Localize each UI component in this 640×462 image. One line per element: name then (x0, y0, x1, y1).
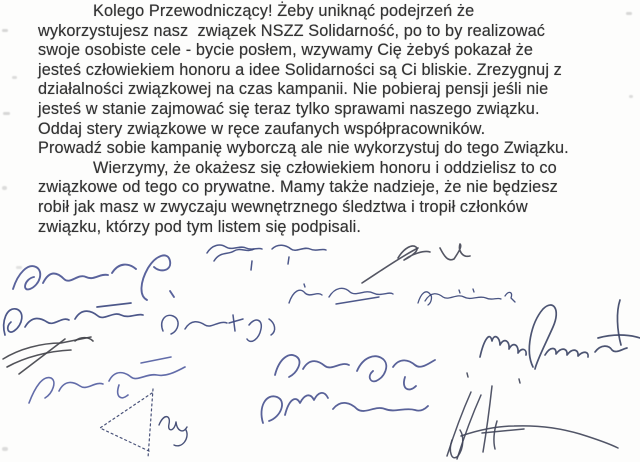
letter-line: Prowadź sobie kampanię wyborczą ale nie wykorzystuj do tego Związku. (38, 139, 569, 158)
signature-pastorski (29, 378, 54, 403)
signature-jerzina (336, 297, 379, 304)
signature-bottom-right (519, 379, 520, 383)
signature-big-loop-right (529, 305, 556, 369)
signature-triangle (100, 393, 152, 452)
signature-hanigewska (418, 292, 431, 305)
signature-ovlanik (269, 319, 275, 335)
signature-toinski (288, 257, 289, 264)
signature-flourish-top-right (398, 246, 430, 260)
signature-ovlanik (162, 315, 178, 334)
scan-speck (2, 29, 8, 32)
signature-michalski (141, 255, 170, 300)
letter-line: jesteś w stanie zajmować się teraz tylko sprawami naszego związku. (38, 99, 540, 118)
letter-line: swoje osobiste cele - bycie posłem, wzywamy Cię żebyś pokazał że (38, 41, 534, 60)
signature-gregole (404, 377, 416, 389)
signature-dorski (75, 311, 143, 319)
signature-bottom-right (482, 429, 524, 433)
letter-line: związku, którzy pod tym listem się podpisali. (38, 217, 362, 236)
scan-speck (16, 266, 22, 269)
signature-pastorski (59, 382, 103, 391)
signature-bllashe (333, 403, 428, 411)
signature-big-loop-right (595, 346, 627, 352)
letter-line: wykorzystujesz nasz związek NSZZ Solidarność, po to by realizować (38, 21, 545, 40)
signature-bllashe (261, 396, 282, 423)
signature-dorski (25, 318, 69, 327)
letter-line: Oddaj stery związkowe w ręce zaufanych współpracowników. (38, 119, 486, 138)
signature-bottom-right (457, 395, 481, 459)
signature-bllashe (285, 393, 328, 415)
signature-hanigewska (459, 290, 460, 293)
signature-flourish-top-right (440, 244, 470, 260)
signature-pastorski (118, 385, 128, 398)
signature-flourish-top-right (362, 248, 418, 283)
signature-ovlanik (247, 320, 261, 341)
signature-gregole (303, 361, 349, 369)
scan-speck (626, 12, 632, 15)
signature-pastorski (109, 367, 185, 381)
signature-ovlanik (233, 315, 235, 331)
letter-line: działalności związkowej na czas kampanii. Nie pobieraj pensji jeśli nie (38, 80, 549, 99)
letter-line: Kolego Przewodniczący! Żeby uniknąć podejrzeń że (93, 2, 475, 20)
scan-speck (3, 112, 10, 115)
letter-line: związkowe od tego co prywatne. Mamy także nadzieje, że nie będziesz (38, 178, 558, 197)
scan-speck (629, 95, 633, 98)
signature-hanigewska (505, 292, 515, 302)
signature-dorski (4, 309, 22, 335)
signature-big-loop-right (617, 300, 621, 345)
signature-bottom-right (483, 386, 492, 452)
scan-speck (2, 447, 8, 451)
letter-line: jesteś człowiekiem honoru a idee Solidarności są Ci bliskie. Zrezygnuj z (38, 60, 562, 79)
signature-jerzina (329, 288, 393, 297)
signature-michalski (43, 274, 108, 284)
scan-speck (12, 76, 17, 79)
signature-toinski (272, 245, 326, 250)
scan-speck (2, 186, 7, 190)
signature-michalski (13, 266, 40, 289)
letter-line: robił jak masz w zwyczaju wewnętrznego śledztwa i tropił członków (38, 197, 528, 216)
signature-tiny-loops (174, 430, 187, 446)
signature-pastorski (141, 357, 171, 363)
signature-toinski (251, 261, 252, 270)
signature-ovlanik (185, 322, 227, 329)
signature-bottom-right (467, 373, 468, 377)
signature-big-loop-right (545, 348, 588, 357)
signature-michalski (112, 265, 136, 273)
signature-tiny-loops (159, 417, 187, 431)
signature-gregole (275, 355, 299, 377)
signature-michalski (170, 291, 174, 297)
letter-line: Wierzymy, że okażesz się człowiekiem honoru i oddzielisz to co (93, 158, 557, 177)
signature-big-loop-right (480, 337, 526, 357)
signature-dark-scribble (3, 337, 91, 359)
signature-triangle (148, 389, 153, 458)
signature-dorski (97, 303, 131, 307)
signature-hanigewska (473, 289, 474, 292)
signature-jerzina (289, 290, 322, 303)
signature-gregole (393, 360, 435, 367)
signature-gregole (357, 356, 386, 381)
signature-jerzina (304, 284, 305, 287)
signature-hanigewska (425, 294, 501, 301)
signature-bottom-right (494, 421, 497, 449)
signature-bottom-right (450, 430, 462, 458)
signature-dark-scribble (75, 338, 93, 341)
signature-toinski (214, 249, 254, 261)
signature-ovlanik (229, 319, 243, 323)
